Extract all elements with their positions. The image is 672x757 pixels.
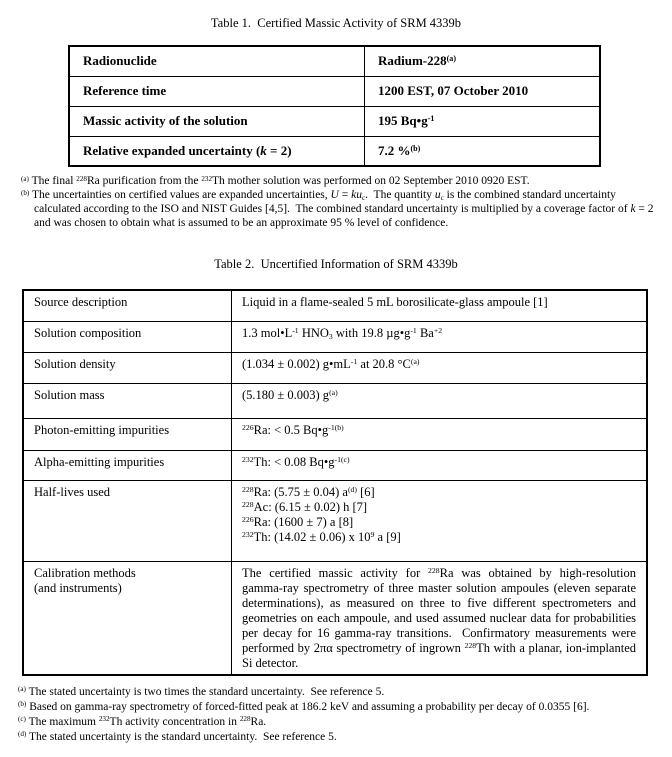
footnote-marker: (c) <box>18 715 26 724</box>
row-value-cell: 1.3 $mol•L^{-1}$ $HNO_3$ with 19.8 $\mu g•g^{-1}$ $Ba^{+2}$ <box>232 321 648 352</box>
row-value-cell: 195 $Bq•g^{-1}$ <box>365 106 601 136</box>
table-row <box>23 321 647 352</box>
table1-caption: Table 1. Certified Massic Activity of SRM 4339b <box>210 16 462 30</box>
row-label-cell: Photon-emitting impurities <box>23 418 232 450</box>
row-label-cell: Alpha-emitting impurities <box>23 450 232 480</box>
table-row <box>23 561 647 675</box>
footnote-d <box>18 730 660 745</box>
footnote-text: The uncertainties on certified values are expanded uncertainties, $U = ku_c$. The quantity $u_c$ is the combined standard uncertainty calculated according to the ISO and NIST Guides [4,5]. The combined standard uncertainty is multiplied by a coverage factor of k = 2 and was chosen to obtain what is assumed to be an approximate 95 % level of confidence. <box>31 189 654 229</box>
table2-caption: Table 2. Uncertified Information of SRM 4339b <box>214 257 458 271</box>
row-label-cell: Reference time <box>69 76 365 106</box>
footnote-marker: (d) <box>18 730 27 739</box>
footnote-b <box>18 700 660 715</box>
footnote-text: The maximum $^{232}$Th activity concentration in $^{228}$Ra. <box>28 715 267 728</box>
row-value-cell: The certified massic activity for $^{228}$Ra was obtained by high-resolution gamma-ray spectrometry of three master solution ampoules (eleven separate determinations), as measured on three to five different spectrometers and geometries on each ampoule, and used assumed nuclear data for probabilities per decay for 16 gamma-ray transitions. Confirmatory measurements were performed by 2πα spectrometry of ingrown $^{228}$Th with a planar, ion-implanted Si detector. <box>232 561 648 675</box>
row-label-cell: Solution mass <box>23 383 232 418</box>
table-row <box>69 76 600 106</box>
row-value-cell: Radium-228$^{(a)}$ <box>365 46 601 76</box>
row-label-cell: Solution composition <box>23 321 232 352</box>
footnote-marker: (b) <box>18 700 27 709</box>
row-label-cell: Radionuclide <box>69 46 365 76</box>
footnote-text: The stated uncertainty is the standard uncertainty. See reference 5. <box>28 730 337 743</box>
row-label-cell: Massic activity of the solution <box>69 106 365 136</box>
table-row <box>23 352 647 383</box>
row-value-cell: $^{232}$Th: < 0.08 $Bq•g^{-1(c)}$ <box>232 450 648 480</box>
row-value-cell: $^{228}$Ra: (5.75 ± 0.04) $a^{(d)}$ [6] $^{228}$Ac: (6.15 ± 0.02) h [7] $^{226}$Ra: (1600 ± 7) a [8] $^{232}$Th: (14.02 ± 0.06) x $10^9$ a [9] <box>232 480 648 561</box>
footnote-c <box>18 715 660 730</box>
footnote-marker: (a) <box>21 174 29 183</box>
footnote-a <box>21 174 656 188</box>
row-label-cell: Relative expanded uncertainty (k = 2) <box>69 136 365 166</box>
footnote-marker: (a) <box>18 685 26 694</box>
table-row <box>23 450 647 480</box>
table-row <box>69 136 600 166</box>
table-row <box>69 106 600 136</box>
row-label-cell: Solution density <box>23 352 232 383</box>
table-row <box>69 46 600 76</box>
table-row <box>23 383 647 418</box>
table-row <box>23 418 647 450</box>
row-value-cell: 7.2 %$^{(b)}$ <box>365 136 601 166</box>
table2-uncertified-information <box>22 289 648 676</box>
footnote-marker: (b) <box>21 188 30 197</box>
row-value-cell: (5.180 ± 0.003) $g^{(a)}$ <box>232 383 648 418</box>
footnote-text: The final $^{228}$Ra purification from the $^{232}$Th mother solution was performed on 02 September 2010 0920 EST. <box>31 174 530 187</box>
row-value-cell: 1200 EST, 07 October 2010 <box>365 76 601 106</box>
row-value-cell: $^{226}$Ra: < 0.5 $Bq•g^{-1(b)}$ <box>232 418 648 450</box>
table1-footnotes <box>21 174 656 230</box>
footnote-text: Based on gamma-ray spectrometry of forced-fitted peak at 186.2 keV and assuming a probability per decay of 0.0355 [6]. <box>29 700 590 713</box>
row-label-cell: Half-lives used <box>23 480 232 561</box>
footnote-text: The stated uncertainty is two times the standard uncertainty. See reference 5. <box>28 685 385 698</box>
row-label-cell: Source description <box>23 290 232 321</box>
footnote-a <box>18 685 660 700</box>
footnote-b <box>21 188 656 230</box>
table1-certified-massic-activity <box>68 45 601 167</box>
table-row <box>23 480 647 561</box>
row-label-cell: Calibration methods (and instruments) <box>23 561 232 675</box>
row-value-cell: (1.034 ± 0.002) $g•mL^{-1}$ at 20.8 $^\circ C^{(a)}$ <box>232 352 648 383</box>
row-value-cell: Liquid in a flame-sealed 5 mL borosilicate-glass ampoule [1] <box>232 290 648 321</box>
table-row <box>23 290 647 321</box>
table2-footnotes <box>18 685 660 745</box>
